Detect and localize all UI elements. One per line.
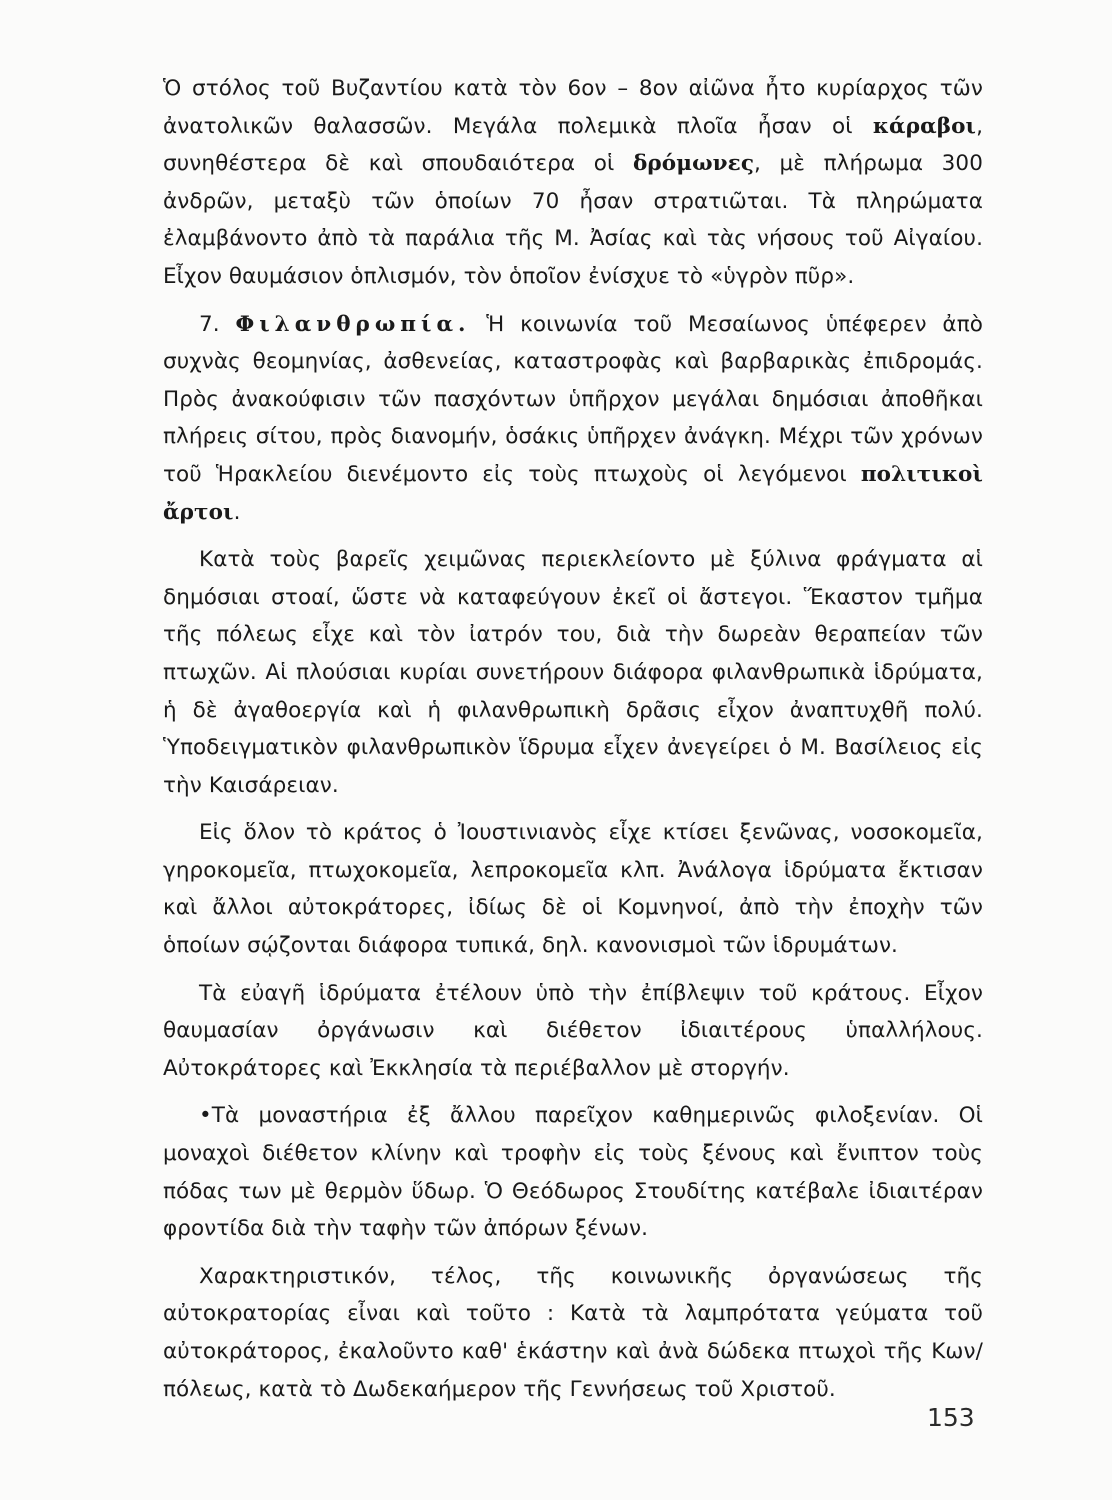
- fleet-text-2: , συνηθέστερα δὲ καὶ σπουδαιότερα οἱ: [163, 113, 983, 177]
- paragraph-banquets: Χαρακτηριστικόν, τέλος, τῆς κοινωνικῆς ὀργανώσεως τῆς αὐτοκρατορίας εἶναι καὶ τοῦτο : Κατὰ τὰ λαμπρότατα γεύματα τοῦ αὐτοκράτορος, ἐκαλοῦντο καθ' ἑκάστην καὶ ἀνὰ δώδεκα πτωχοὶ τῆς Κων/πόλεως, κατὰ τὸ Δωδεκαήμερον τῆς Γεννήσεως τοῦ Χριστοῦ.: [163, 1263, 983, 1402]
- term-karavoi: κάραβοι: [872, 113, 977, 139]
- term-dromones: δρόμωνες: [632, 151, 755, 177]
- paragraph-philanthropy: [163, 306, 983, 532]
- fleet-text-1: Ὁ στόλος τοῦ Βυζαντίου κατὰ τὸν 6ον – 8ον αἰῶνα ἦτο κυρίαρχος τῶν ἀνατολικῶν θαλασσῶν. Μεγάλα πολεμικὰ πλοῖα ἦσαν οἱ: [163, 76, 983, 139]
- paragraph-justinian: Εἰς ὅλον τὸ κράτος ὁ Ἰουστινιανὸς εἶχε κτίσει ξενῶνας, νοσοκομεῖα, γηροκομεῖα, πτωχοκομεῖα, λεπροκομεῖα κλπ. Ἀνάλογα ἱδρύματα ἔκτισαν καὶ ἄλλοι αὐτοκράτορες, ἰδίως δὲ οἱ Κομνηνοί, ἀπὸ τὴν ἐποχὴν τῶν ὁποίων σῴζονται διάφορα τυπικά, δηλ. κανονισμοὶ τῶν ἱδρυμάτων.: [163, 820, 983, 959]
- body-text: [163, 70, 983, 1408]
- section-heading: Φιλανθρωπία.: [235, 311, 471, 337]
- philanthropy-text-1: Ἡ κοινωνία τοῦ Μεσαίωνος ὑπέφερεν ἀπὸ συχνὰς θεομηνίας, ἀσθενείας, καταστροφὰς καὶ βαρβαρικὰς ἐπιδρομάς. Πρὸς ἀνακούφισιν τῶν πασχόντων ὑπῆρχον μεγάλαι δημόσιαι ἀποθῆκαι πλήρεις σίτου, πρὸς διανομήν, ὁσάκις ὑπῆρχεν ἀνάγκη. Μέχρι τῶν χρόνων τοῦ Ἡρακλείου διενέμοντο εἰς τοὺς πτωχοὺς οἱ λεγόμενοι: [163, 311, 983, 487]
- paragraph-winters: Κατὰ τοὺς βαρεῖς χειμῶνας περιεκλείοντο μὲ ξύλινα φράγματα αἱ δημόσιαι στοαί, ὥστε νὰ καταφεύγουν ἐκεῖ οἱ ἄστεγοι. Ἕκαστον τμῆμα τῆς πόλεως εἶχε καὶ τὸν ἰατρόν του, διὰ τὴν δωρεὰν θεραπείαν τῶν πτωχῶν. Αἱ πλούσιαι κυρίαι συνετήρουν διάφορα φιλανθρωπικὰ ἱδρύματα, ἡ δὲ ἀγαθοεργία καὶ ἡ φιλανθρωπικὴ δρᾶσις εἶχον ἀναπτυχθῆ πολύ. Ὑποδειγματικὸν φιλανθρωπικὸν ἵδρυμα εἶχεν ἀνεγείρει ὁ Μ. Βασίλειος εἰς τὴν Καισάρειαν.: [163, 547, 983, 798]
- term-politikoi-artoi: πολιτικοὶ ἄρτοι: [163, 461, 983, 525]
- paragraph-fleet: [163, 70, 983, 296]
- philanthropy-text-2: .: [233, 499, 241, 525]
- page-number: 153: [927, 1403, 975, 1432]
- fleet-text-3: , μὲ πλήρωμα 300 ἀνδρῶν, μεταξὺ τῶν ὁποίων 70 ἦσαν στρατιῶται. Τὰ πληρώματα ἐλαμβάνοντο ἀπὸ τὰ παράλια τῆς Μ. Ἀσίας καὶ τὰς νήσους τοῦ Αἰγαίου. Εἶχον θαυμάσιον ὁπλισμόν, τὸν ὁποῖον ἐνίσχυε τὸ «ὑγρὸν πῦρ».: [163, 151, 983, 289]
- section-number: 7.: [199, 311, 236, 337]
- paragraph-monasteries: •Τὰ μοναστήρια ἐξ ἄλλου παρεῖχον καθημερινῶς φιλοξενίαν. Οἱ μοναχοὶ διέθετον κλίνην καὶ τροφὴν εἰς τοὺς ξένους καὶ ἔνιπτον τοὺς πόδας των μὲ θερμὸν ὕδωρ. Ὁ Θεόδωρος Στουδίτης κατέβαλε ἰδιαιτέραν φροντίδα διὰ τὴν ταφὴν τῶν ἀπόρων ξένων.: [163, 1103, 983, 1242]
- paragraph-institutions: Τὰ εὐαγῆ ἱδρύματα ἐτέλουν ὑπὸ τὴν ἐπίβλεψιν τοῦ κράτους. Εἶχον θαυμασίαν ὀργάνωσιν καὶ διέθετον ἰδιαιτέρους ὑπαλλήλους. Αὐτοκράτορες καὶ Ἐκκλησία τὰ περιέβαλλον μὲ στοργήν.: [163, 980, 983, 1081]
